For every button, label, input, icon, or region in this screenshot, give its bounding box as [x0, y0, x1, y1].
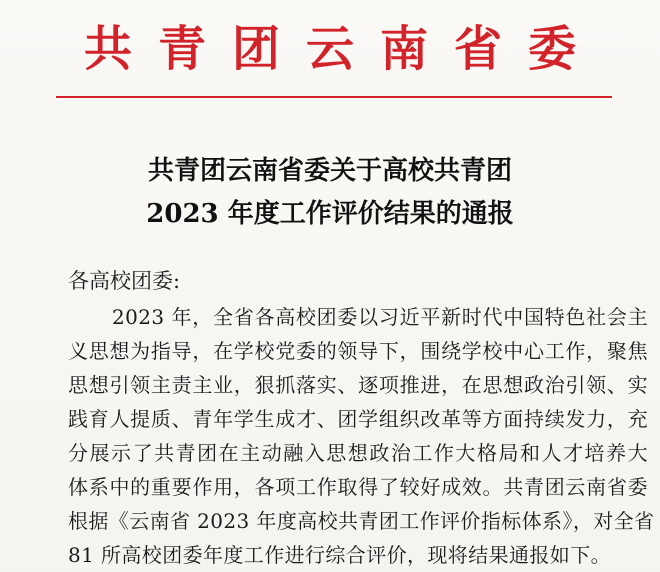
- salutation: 各高校团委:: [68, 269, 181, 293]
- body-line: 体系中的重要作用，各项工作取得了较好成效。共青团云南省委: [68, 475, 648, 499]
- document-title: [0, 150, 660, 236]
- body-line: 81 所高校团委年度工作进行综合评价，现将结果通报如下。: [68, 543, 612, 567]
- body-line: 践育人提质、青年学生成才、团学组织改革等方面持续发力，充: [68, 407, 648, 431]
- title-line-2: 2023 年度工作评价结果的通报: [146, 199, 514, 229]
- body-line: 2023 年，全省各高校团委以习近平新时代中国特色社会主: [112, 305, 648, 329]
- title-line-1: 共青团云南省委关于高校共青团: [147, 156, 512, 186]
- body-line: 分展示了共青团在主动融入思想政治工作大格局和人才培养大: [68, 441, 648, 465]
- red-divider: [56, 96, 612, 98]
- body-line: 根据《云南省 2023 年度高校共青团工作评价指标体系》，对全省: [68, 509, 655, 533]
- body-line: 思想引领主责主业，狠抓落实、逐项推进，在思想政治引领、实: [68, 373, 648, 397]
- org-header: 共青团云南省委: [83, 21, 602, 77]
- body-paragraph: [68, 300, 655, 572]
- body-line: 义思想为指导，在学校党委的领导下，围绕学校中心工作，聚焦: [68, 339, 648, 363]
